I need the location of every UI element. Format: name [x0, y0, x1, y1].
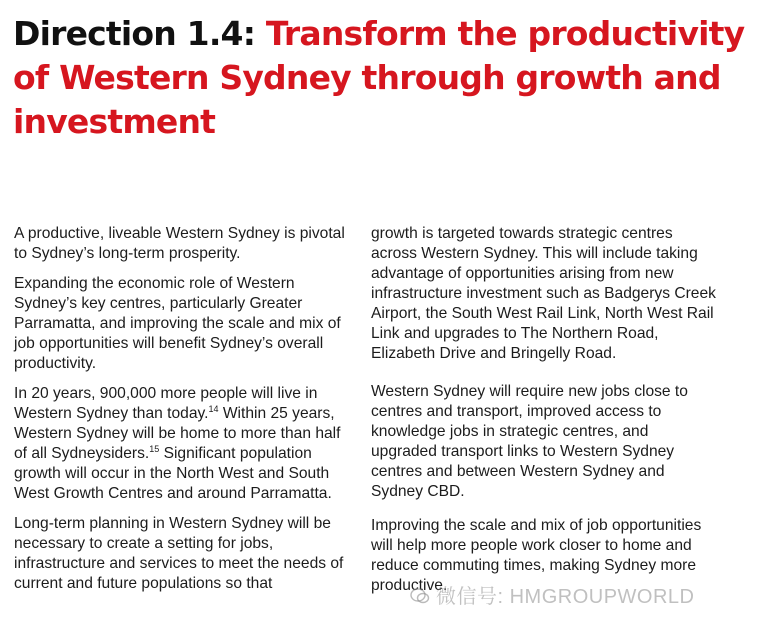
heading-prefix: Direction 1.4:: [13, 14, 256, 53]
watermark-text: 微信号: HMGROUPWORLD: [436, 586, 695, 608]
paragraph: A productive, liveable Western Sydney is pivotal to Sydney’s long-term prosperity.: [14, 225, 345, 262]
footnote-ref: 15: [149, 443, 160, 454]
paragraph-text: Within 25 years, Western Sydney will be home to more than half of all Sydneysiders.: [14, 405, 341, 462]
paragraph: growth is targeted towards strategic centres across Western Sydney. This will include taking advantage of opportunities arising from new infrastructure investment such as Badgerys Creek Airport, the South West Rail Link, North West Rail Link and upgrades to The Northern Road, Elizabeth Drive and Bringelly Road.: [371, 225, 716, 362]
heading-title: Transform the productivity of Western Sydney through growth and investment: [13, 14, 745, 141]
footnote-ref: 14: [208, 403, 219, 414]
wechat-icon: [410, 587, 430, 608]
watermark: [410, 580, 695, 609]
paragraph: Western Sydney will require new jobs close to centres and transport, improved access to knowledge jobs in strategic centres, and upgraded transport links to Western Sydney centres and between Western Sydney and Sydney CBD.: [371, 383, 688, 500]
paragraph-text: Significant population growth will occur in the North West and South West Growth Centres and around Parramatta.: [14, 445, 332, 502]
right-column: [371, 224, 716, 606]
paragraph: Improving the scale and mix of job opportunities will help more people work closer to home and reduce commuting times, making Sydney more productive.: [371, 517, 702, 594]
paragraph: [14, 384, 354, 504]
paragraph: Expanding the economic role of Western Sydney’s key centres, particularly Greater Parramatta, and improving the scale and mix of job opportunities will benefit Sydney’s overall productivity.: [14, 275, 341, 372]
paragraph: Long-term planning in Western Sydney will be necessary to create a setting for jobs, infrastructure and services to meet the needs of current and future populations so that: [14, 515, 344, 592]
left-column: [14, 224, 354, 604]
paragraph-text: In 20 years, 900,000 more people will live in Western Sydney than today.: [14, 385, 318, 422]
page-heading: [13, 12, 753, 144]
